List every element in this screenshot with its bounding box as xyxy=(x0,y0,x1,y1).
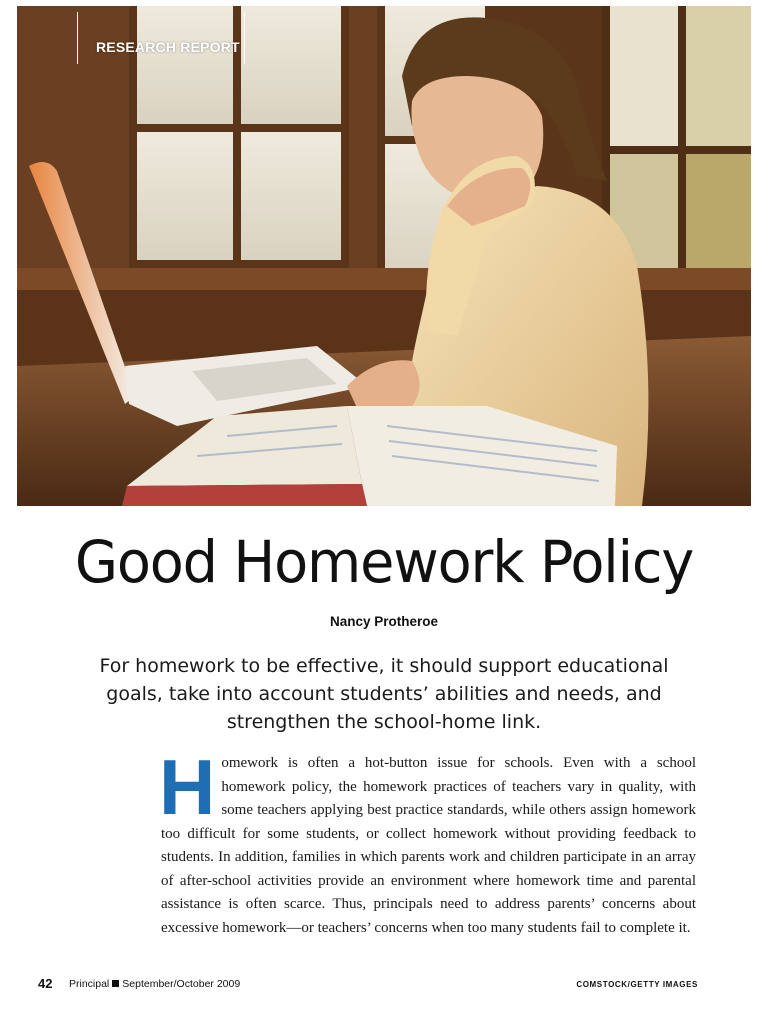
page-number: 42 xyxy=(38,976,53,991)
author-byline: Nancy Protheroe xyxy=(329,614,439,629)
body-paragraph: omework is often a hot-button issue for schools. Even with a school homework policy, the homework practices of teachers vary in quality, with some teachers applying best practice standards, while others assign homework too difficult for some students, or collect homework without providing feedback to students. In addition, families in which parents work and children participate in an array of after-school activities provide an environment where homework time and parental assistance is often scarce. Thus, principals need to address parents’ concerns about excessive homework—or teachers’ concerns when too many students fail to complete it. xyxy=(161,755,696,936)
article-body xyxy=(159,743,696,940)
issue-date: September/October 2009 xyxy=(122,978,241,990)
drop-cap: H xyxy=(159,743,216,831)
hero-photo xyxy=(17,6,751,506)
square-bullet-icon xyxy=(112,980,119,987)
article-dek: For homework to be effective, it should support educational goals, take into account students’ abilities and needs, and strengthen the school-home link. xyxy=(99,655,669,733)
article-title: Good Homework Policy xyxy=(74,528,694,596)
page-footer xyxy=(0,976,768,996)
publication-info xyxy=(69,978,240,990)
photo-credit: COMSTOCK/GETTY IMAGES xyxy=(576,980,698,989)
section-tag: RESEARCH REPORT xyxy=(77,12,245,64)
photo-illustration xyxy=(17,6,751,506)
publication-name: Principal xyxy=(69,978,110,990)
